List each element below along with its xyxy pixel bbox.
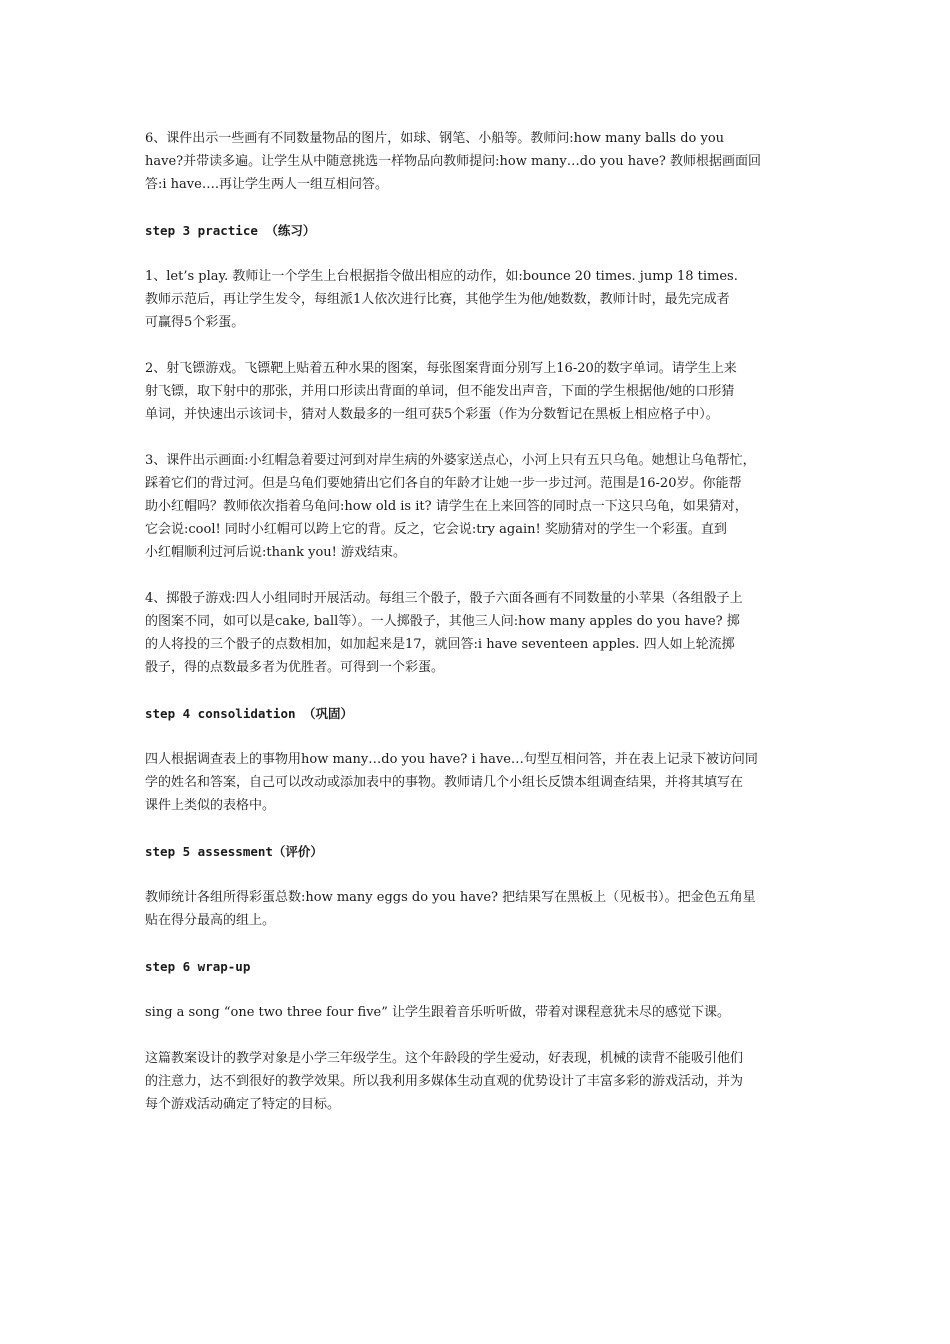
text-line: 答:i have….再让学生两人一组互相问答。 — [145, 177, 388, 192]
document-page — [145, 127, 825, 1116]
paragraph-wrap-up — [145, 1001, 825, 1024]
text-line: 每个游戏活动确定了特定的目标。 — [145, 1097, 341, 1112]
text-line: 1、let’s play. 教师让一个学生上台根据指令做出相应的动作，如:bounce 20 times. jump 18 times. — [145, 269, 738, 284]
text-line: 踩着它们的背过河。但是乌龟们要她猜出它们各自的年龄才让她一步一步过河。范围是16-20岁。你能帮 — [145, 476, 742, 491]
text-line: 这篇教案设计的教学对象是小学三年级学生。这个年龄段的学生爱动，好表现，机械的读背不能吸引他们 — [145, 1051, 744, 1066]
heading-step5: step 5 assessment（评价） — [145, 844, 323, 859]
text-line: 骰子，得的点数最多者为优胜者。可得到一个彩蛋。 — [145, 660, 445, 675]
paragraph-assessment — [145, 886, 825, 932]
text-line: 的图案不同，如可以是cake, ball等）。一人掷骰子，其他三人问:how many apples do you have? 掷 — [145, 614, 740, 629]
text-line: 贴在得分最高的组上。 — [145, 913, 276, 928]
paragraph-practice-1 — [145, 265, 825, 334]
text-line: 教师示范后，再让学生发令，每组派1人依次进行比赛，其他学生为他/她数数，教师计时，最先完成者 — [145, 292, 730, 307]
text-line: 的注意力，达不到很好的教学效果。所以我利用多媒体生动直观的优势设计了丰富多彩的游戏活动，并为 — [145, 1074, 744, 1089]
heading-step3: step 3 practice （练习） — [145, 223, 316, 238]
text-line: 小红帽顺利过河后说:thank you! 游戏结束。 — [145, 545, 407, 560]
paragraph-practice-2 — [145, 357, 825, 426]
text-line: 教师统计各组所得彩蛋总数:how many eggs do you have? 把结果写在黑板上（见板书）。把金色五角星 — [145, 890, 756, 905]
text-line: 2、射飞镖游戏。飞镖靶上贴着五种水果的图案，每张图案背面分别写上16-20的数字单词。请学生上来 — [145, 361, 737, 376]
text-line: 助小红帽吗？教师依次指着乌龟问:how old is it? 请学生在上来回答的同时点一下这只乌龟，如果猜对， — [145, 499, 748, 514]
heading-step6: step 6 wrap-up — [145, 959, 251, 974]
text-line: 6、课件出示一些画有不同数量物品的图片，如球、钢笔、小船等。教师问:how many balls do you — [145, 131, 725, 146]
heading-step4: step 4 consolidation （巩固） — [145, 706, 354, 721]
paragraph-consolidation — [145, 748, 825, 817]
text-line: 学的姓名和答案，自己可以改动或添加表中的事物。教师请几个小组长反馈本组调查结果，并将其填写在 — [145, 775, 744, 790]
text-line: 课件上类似的表格中。 — [145, 798, 276, 813]
text-line: 可赢得5个彩蛋。 — [145, 315, 245, 330]
text-line: have?并带读多遍。让学生从中随意挑选一样物品向教师提问:how many…do you have? 教师根据画面回 — [145, 154, 761, 169]
text-line: 的人将投的三个骰子的点数相加，如加起来是17，就回答:i have seventeen apples. 四人如上轮流掷 — [145, 637, 735, 652]
text-line: 射飞镖，取下射中的那张，并用口形读出背面的单词，但不能发出声音，下面的学生根据他/她的口形猜 — [145, 384, 735, 399]
paragraph-practice-3 — [145, 449, 825, 564]
text-line: 四人根据调查表上的事物用how many…do you have? i have…句型互相问答，并在表上记录下被访问同 — [145, 752, 758, 767]
text-line: sing a song “one two three four five” 让学生跟着音乐听听做，带着对课程意犹未尽的感觉下课。 — [145, 1005, 731, 1020]
paragraph-practice-4 — [145, 587, 825, 679]
text-line: 3、课件出示画面:小红帽急着要过河到对岸生病的外婆家送点心，小河上只有五只乌龟。她想让乌龟帮忙， — [145, 453, 756, 468]
text-line: 4、掷骰子游戏:四人小组同时开展活动。每组三个骰子，骰子六面各画有不同数量的小苹果（各组骰子上 — [145, 591, 743, 606]
paragraph-step2-item6 — [145, 127, 825, 196]
text-line: 它会说:cool! 同时小红帽可以跨上它的背。反之，它会说:try again! 奖励猜对的学生一个彩蛋。直到 — [145, 522, 727, 537]
text-line: 单词，并快速出示该词卡，猜对人数最多的一组可获5个彩蛋（作为分数暂记在黑板上相应格子中）。 — [145, 407, 719, 422]
paragraph-summary — [145, 1047, 825, 1116]
